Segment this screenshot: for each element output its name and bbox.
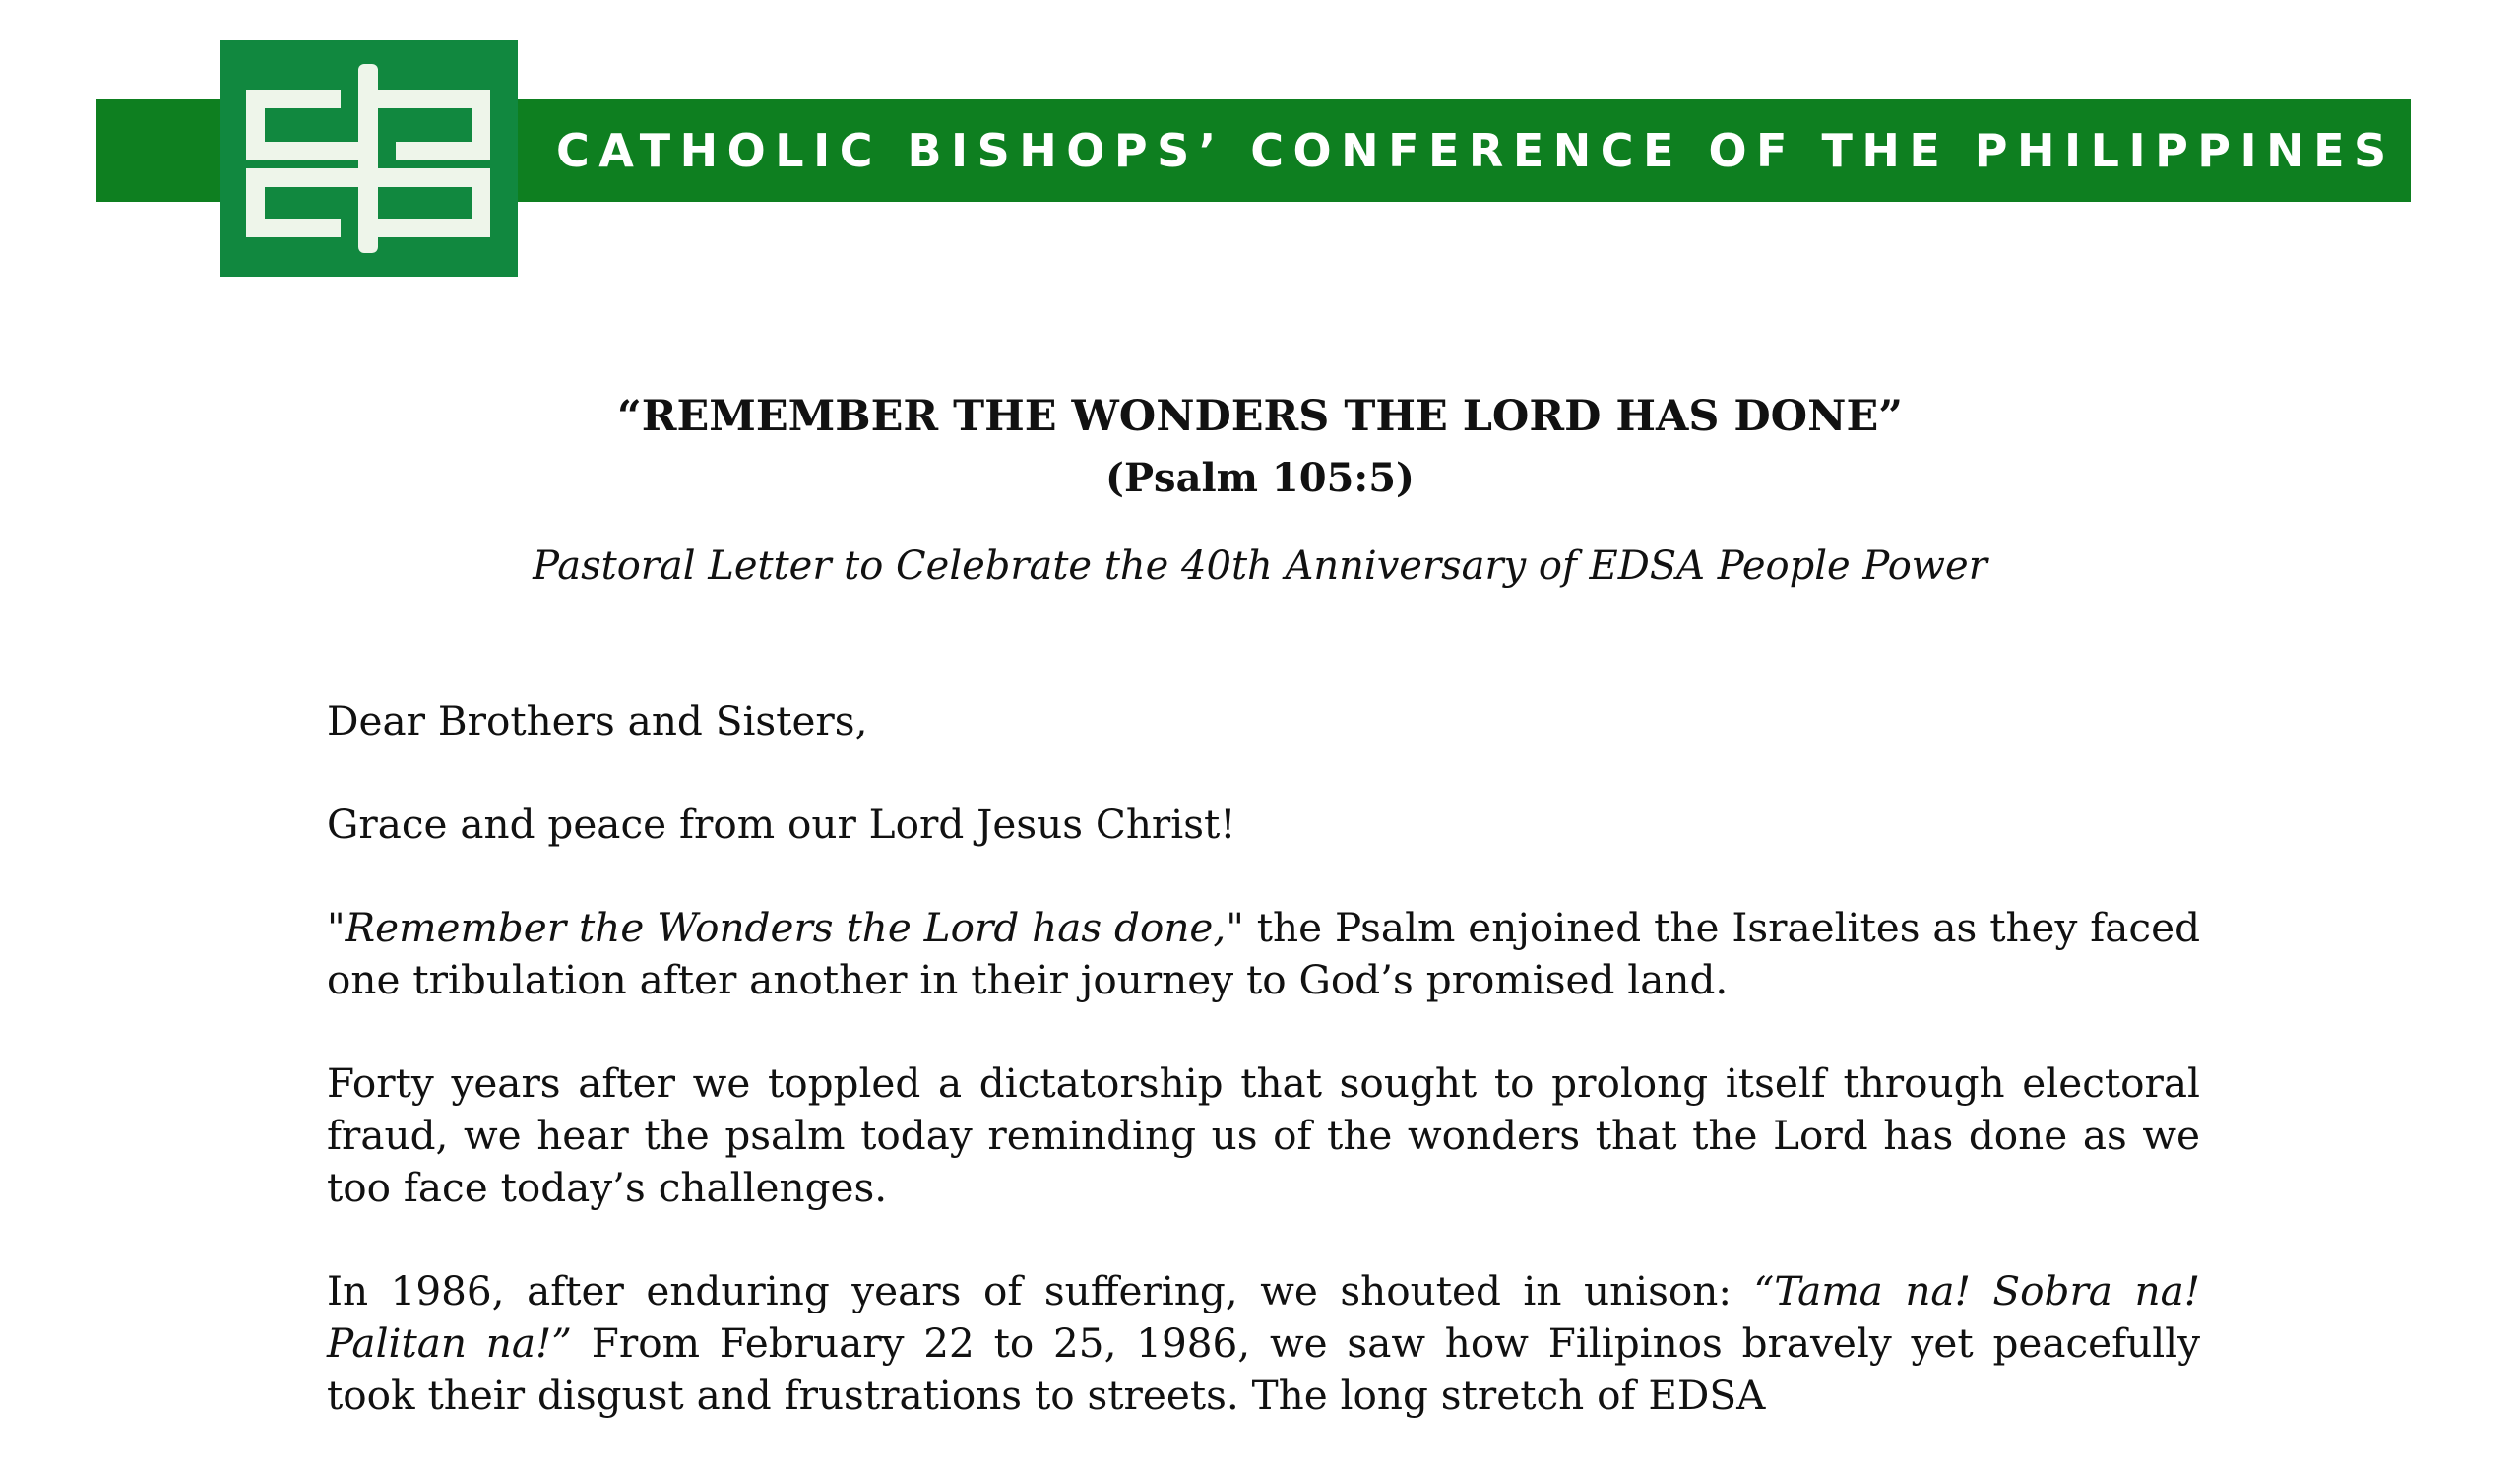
document-subtitle: Pastoral Letter to Celebrate the 40th Anniversary of EDSA People Power bbox=[533, 544, 1987, 589]
salutation: Dear Brothers and Sisters, bbox=[327, 697, 868, 744]
paragraph-psalm-text: the Psalm enjoined the Israelites as they faced one tribulation after another in their journey to God’s promised land. bbox=[327, 904, 2200, 1003]
protest-slogan: “Tama na! Sobra na! Palitan na!” bbox=[327, 1267, 2200, 1367]
cbcp-logo bbox=[220, 40, 518, 277]
paragraph-1986 bbox=[327, 1265, 2200, 1422]
scripture-reference: (Psalm 105:5) bbox=[1105, 455, 1415, 501]
greeting: Grace and peace from our Lord Jesus Christ! bbox=[327, 801, 1236, 848]
letter-body bbox=[327, 695, 2200, 1473]
paragraph-psalm bbox=[327, 902, 2200, 1006]
paragraph-1986-text: From February 22 to 25, 1986, we saw how Filipinos bravely yet peacefully took their disgust and frustrations to streets. The long stretch of EDSA bbox=[327, 1319, 2200, 1419]
document-title: “REMEMBER THE WONDERS THE LORD HAS DONE” bbox=[617, 392, 1903, 441]
paragraph-forty-years: Forty years after we toppled a dictatorship that sought to prolong itself through electoral fraud, we hear the psalm today reminding us of the wonders that the Lord has done as we too face today’s challenges. bbox=[327, 1059, 2200, 1211]
organization-name: CATHOLIC BISHOPS’ CONFERENCE OF THE PHILIPPINES bbox=[556, 124, 2396, 177]
paragraph-1986-intro: In 1986, after enduring years of suffering, we shouted in unison: bbox=[327, 1267, 1754, 1314]
letterhead bbox=[0, 0, 2520, 295]
psalm-quote: "Remember the Wonders the Lord has done," bbox=[327, 904, 1244, 951]
cbcp-logo-mark-icon bbox=[220, 40, 518, 277]
